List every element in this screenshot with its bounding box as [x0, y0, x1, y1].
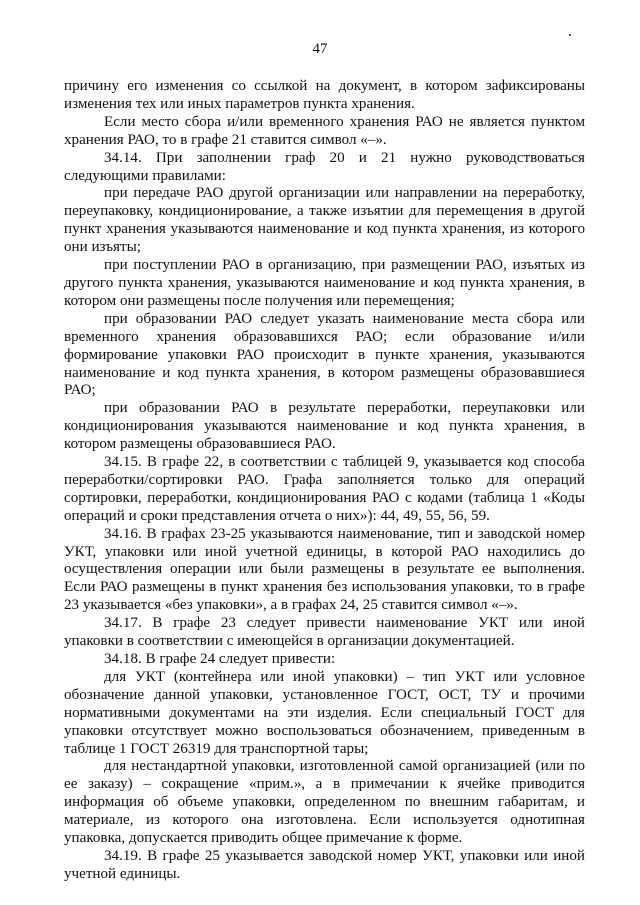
paragraph: 34.18. В графе 24 следует привести: — [104, 651, 336, 667]
paragraph: 34.14. При заполнении граф 20 и 21 нужно руководствоваться следующими правилами: — [64, 149, 585, 184]
paragraph: при поступлении РАО в организацию, при размещении РАО, изъятых из другого пункта хранения, указываются наименование и код пункта хранения, в котором они размещены после получения или перемещения; — [64, 257, 585, 309]
paragraph: 34.19. В графе 25 указывается заводской номер УКТ, упаковки или иной учетной единицы. — [64, 847, 585, 882]
paragraph: Если место сбора и/или временного хранения РАО не является пунктом хранения РАО, то в графе 21 ставится символ «–». — [64, 113, 585, 148]
paragraph: 34.15. В графе 22, в соответствии с таблицей 9, указывается код способа переработки/сортировки РАО. Графа заполняется только для операций сортировки, переработки, кондиционирования РАО с кодами (таблица 1 «Коды операций и сроки представления отчета о них»): 44, 49, 55, 56, 59. — [64, 454, 585, 524]
paragraph: при передаче РАО другой организации или направлении на переработку, переупаковку, кондиционирование, а также изъятии для перемещения в другой пункт хранения указываются наименование и код пункта хранения, из которого они изъяты; — [64, 185, 585, 256]
paragraph: при образовании РАО в результате переработки, переупаковки или кондиционирования указываются наименование и код пункта хранения, в котором размещены образовавшиеся РАО. — [64, 400, 585, 453]
body-text — [64, 78, 585, 884]
paragraph: 34.16. В графах 23-25 указываются наименование, тип и заводской номер УКТ, упаковки или иной учетной единицы, в которой РАО находились до осуществления операции или были размещены в результате ее выполнения. Если РАО размещены в пункт хранения без использования упаковки, то в графе 23 указывается «без упаковки», а в графах 24, 25 ставится символ «–». — [64, 525, 585, 614]
paragraph: причину его изменения со ссылкой на документ, в котором зафиксированы изменения тех или иных параметров пункта хранения. — [64, 78, 585, 112]
paragraph: для УКТ (контейнера или иной упаковки) – тип УКТ или условное обозначение данной упаковки, установленное ГОСТ, ОСТ, ТУ и прочими нормативными документами на эти изделия. Если специальный ГОСТ для упаковки отсутствует можно воспользоваться обозначением, приведенным в таблице 1 ГОСТ 26319 для транспортной тары; — [64, 668, 585, 757]
paragraph: при образовании РАО следует указать наименование места сбора или временного хранения образовавшихся РАО; если образование и/или формирование упаковки РАО происходит в пункте хранения, указываются наименование и код пункта хранения, в котором размещены образовавшиеся РАО; — [64, 310, 585, 399]
scan-speck — [569, 34, 571, 36]
page-number: 47 — [312, 41, 328, 57]
paragraph: 34.17. В графе 23 следует привести наименование УКТ или иной упаковки в соответствии с имеющейся в организации документацией. — [64, 615, 585, 650]
paragraph: для нестандартной упаковки, изготовленной самой организацией (или по ее заказу) – сокращение «прим.», а в примечании к ячейке приводится информация об объеме упаковки, определенном по внешним габаритам, и материале, из которого она изготовлена. Если используется однотипная упаковка, допускается приводить общее примечание к форме. — [64, 758, 585, 847]
